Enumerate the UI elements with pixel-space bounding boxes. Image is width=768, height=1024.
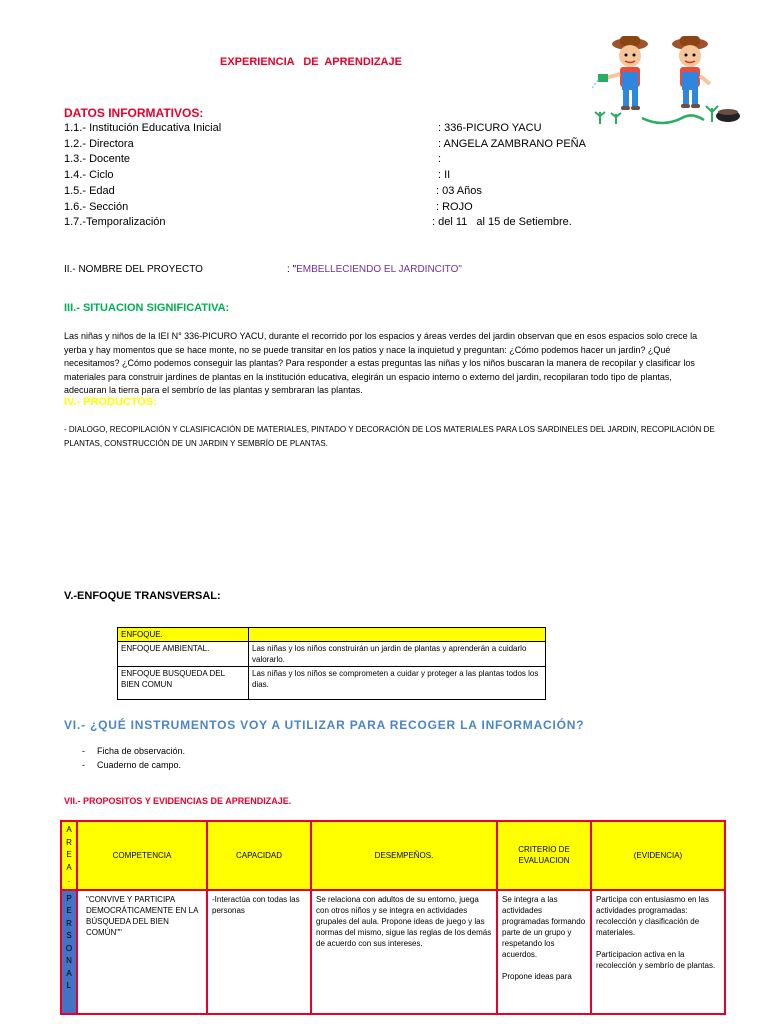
area-vertical-label <box>61 821 77 890</box>
area-letter: P <box>66 893 72 903</box>
area-letter: L <box>66 981 72 990</box>
list-item-text: Ficha de observación. <box>97 746 186 756</box>
area-letter: S <box>66 931 72 940</box>
criterio-text-2: Propone ideas para <box>502 971 572 981</box>
table-row <box>61 890 725 1014</box>
header-capacidad: CAPACIDAD <box>207 821 311 890</box>
area-letter: R <box>66 837 72 847</box>
list-item-text: Cuaderno de campo. <box>97 760 182 770</box>
area-letter: A <box>66 825 72 834</box>
plants-icon <box>595 106 740 124</box>
info-label-institucion: 1.1.- Institución Educativa Inicial <box>64 122 222 134</box>
cell-desempenos: Se relaciona con adultos de su entorno, juega con otros niños y se integra en actividades grupales del aula. Propone ideas de juego y las normas del mismo, sigue las reglas de los demás de acuerdo con sus intereses. <box>311 890 497 1014</box>
area-letter: O <box>65 943 73 953</box>
header-evidencia: (EVIDENCIA) <box>591 821 725 890</box>
info-label-temporalizacion: 1.7.-Temporalización <box>64 216 166 228</box>
info-label-docente: 1.3.- Docente <box>64 153 131 165</box>
area-letter: A <box>66 968 72 978</box>
cell-evidencia <box>591 890 725 1014</box>
info-label-ciclo: 1.4.- Ciclo <box>64 169 114 181</box>
productos-text: - DIALOGO, RECOPILACIÓN Y CLASIFICACIÓN DE MATERIALES, PINTADO Y DECORACIÓN DE LOS MATERIALES PARA LOS SARDINELES DEL JARDIN, RECOPILACIÓN DE PLANTAS, CONSTRUCCIÓN DE UN JARDIN Y SEMBRÍO DE PLANTAS. <box>64 425 715 448</box>
cell-capacidad: -Interactúa con todas las personas <box>207 890 311 1014</box>
enfoque-header-empty <box>249 628 546 642</box>
info-value-directora: : ANGELA ZAMBRANO PEÑA <box>438 138 586 150</box>
info-value-ciclo: : II <box>438 169 451 181</box>
enfoque-table <box>117 627 546 700</box>
area-letter: E <box>66 850 72 859</box>
header-competencia: COMPETENCIA <box>77 821 207 890</box>
document-title: EXPERIENCIA DE APRENDIZAJE <box>220 56 402 68</box>
area-letter: A <box>66 862 72 872</box>
propositos-heading: VII.- PROPOSITOS Y EVIDENCIAS DE APRENDIZAJE. <box>64 796 292 806</box>
info-value-seccion: : ROJO <box>436 201 473 213</box>
kid-planting-icon <box>672 36 710 108</box>
info-value-institucion: : 336-PICURO YACU <box>438 122 542 134</box>
datos-heading: DATOS INFORMATIVOS: <box>64 106 204 120</box>
area-letter: . <box>67 875 71 884</box>
info-label-seccion: 1.6.- Sección <box>64 201 129 213</box>
info-value-temporalizacion: : del 11 al 15 de Setiembre. <box>432 216 572 228</box>
kid-watering-icon <box>592 36 648 110</box>
cell-criterio <box>497 890 591 1014</box>
proyecto-colon: : " <box>287 264 297 275</box>
situacion-text: Las niñas y niños de la IEI N° 336-PICURO YACU, durante el recorrido por los espacios y áreas verdes del jardin observan que en esos espacios solo crece la yerba y hay momentos que se hace monte, no se puede transitar en los patios y nace la inquietud y preguntan: ¿Cómo podemos hacer un jardin? ¿Qué necesitamos? ¿Cómo podemos conseguir las plantas? Para responder a estas preguntas las niñas y los niños buscaran la manera de recopilar y clasificar los materiales para construir jardines de plantas en la institución educativa, elegirán un espacio interno o externo del jardin, recopilaran todo tipo de plantas, adecuaran la tierra para el sembrío de las plantas y sembraran las plantas. <box>64 331 698 395</box>
area-letter: E <box>66 906 72 915</box>
info-label-directora: 1.2.- Directora <box>64 138 134 150</box>
header-desempenos: DESEMPEÑOS. <box>311 821 497 890</box>
kids-gardening-illustration <box>592 32 744 128</box>
situacion-heading: III.- SITUACION SIGNIFICATIVA: <box>64 302 230 314</box>
area-letter: R <box>66 918 72 928</box>
evidencia-text-1: Participa con entusiasmo en las actividades programadas: recolección y clasificación de materiales. <box>596 894 709 937</box>
info-value-docente: : <box>438 153 442 165</box>
propositos-header-row <box>61 821 725 890</box>
evidencia-text-2: Participacion activa en la recolección y sembrío de plantas. <box>596 949 716 970</box>
proyecto-value <box>287 264 462 275</box>
table-row <box>118 667 546 700</box>
proyecto-name: EMBELLECIENDO EL JARDINCITO" <box>296 264 462 275</box>
enfoque-header-cell: ENFOQUE. <box>118 628 249 642</box>
enfoque-desc: Las niñas y los niños construirán un jardin de plantas y aprenderán a cuidarlo valorarlo. <box>249 642 546 667</box>
table-row <box>118 642 546 667</box>
enfoque-desc: Las niñas y los niños se comprometen a cuidar y proteger a las plantas todos los dias. <box>249 667 546 700</box>
info-value-edad: : 03 Años <box>436 185 482 197</box>
proyecto-label: II.- NOMBRE DEL PROYECTO <box>64 264 203 275</box>
area-letter: N <box>66 956 72 965</box>
header-criterio: CRITERIO DE EVALUACION <box>497 821 591 890</box>
cell-competencia: "CONVIVE Y PARTICIPA DEMOCRÁTICAMENTE EN LA BÚSQUEDA DEL BIEN COMÚN"" <box>77 890 207 1014</box>
area-personal-vertical <box>61 890 77 1014</box>
enfoque-name: ENFOQUE AMBIENTAL. <box>118 642 249 667</box>
propositos-table <box>60 820 726 1015</box>
info-label-edad: 1.5.- Edad <box>64 185 115 197</box>
enfoque-name: ENFOQUE BUSQUEDA DEL BIEN COMUN <box>118 667 249 700</box>
enfoque-header-row <box>118 628 546 642</box>
enfoque-heading: V.-ENFOQUE TRANSVERSAL: <box>64 590 221 602</box>
bullet-dash: - <box>82 746 85 756</box>
criterio-text-1: Se integra a las actividades programadas formando parte de un grupo y respetando los acuerdos. <box>502 894 586 959</box>
productos-heading: IV.- PRODUCTOS: <box>64 396 157 408</box>
instrumentos-heading: VI.- ¿QUÉ INSTRUMENTOS VOY A UTILIZAR PARA RECOGER LA INFORMACIÓN? <box>64 718 585 732</box>
bullet-dash: - <box>82 760 85 770</box>
